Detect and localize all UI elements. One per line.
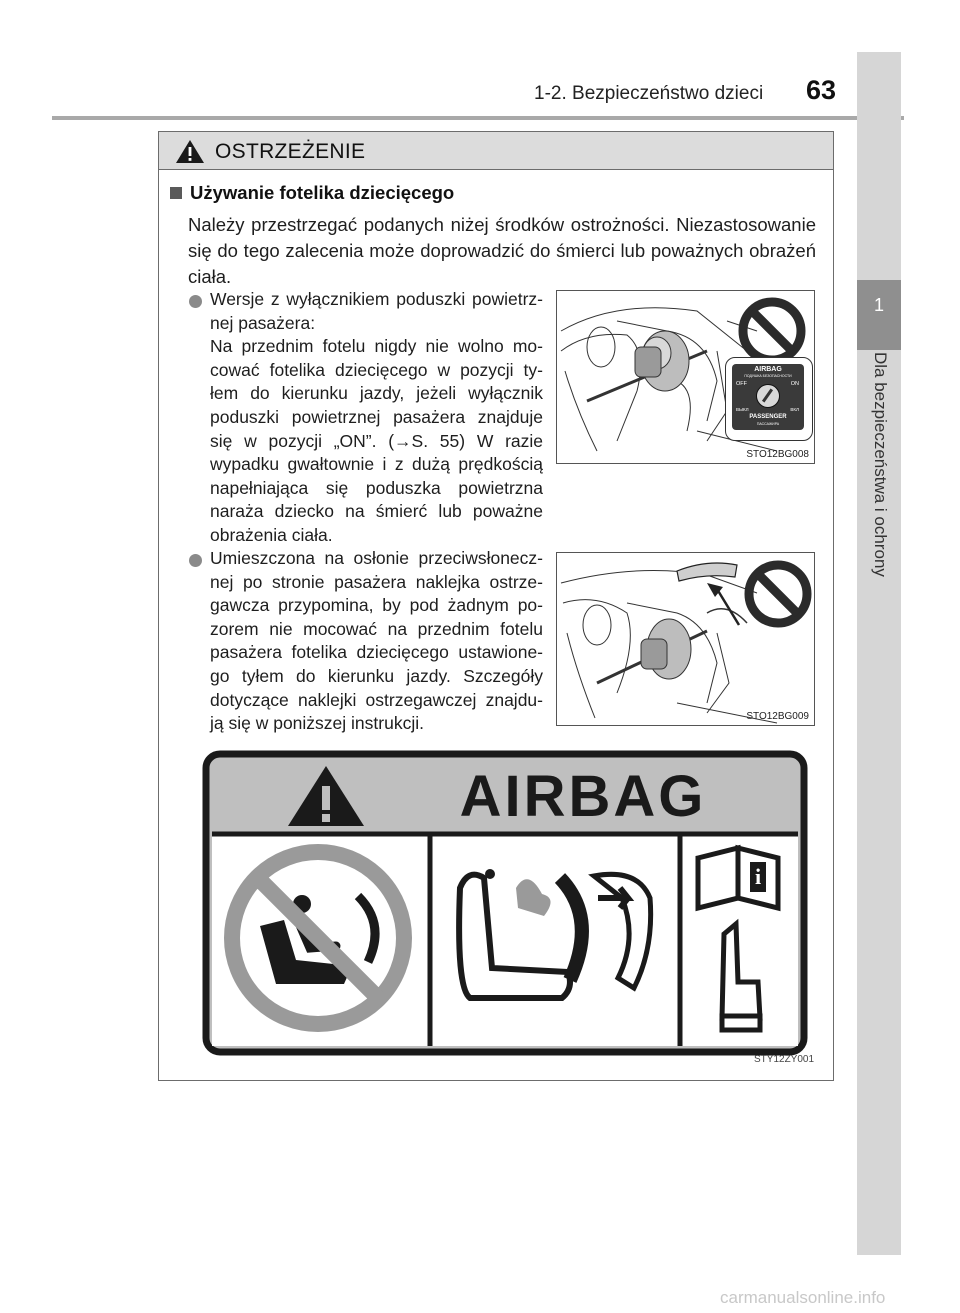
- label-heading: AIRBAG: [459, 764, 707, 829]
- switch-panel-subtitle: ПОДУШКА БЕЗОПАСНОСТИ: [744, 374, 792, 378]
- switch-panel-title: AIRBAG: [754, 366, 782, 373]
- warning-title: OSTRZEŻENIE: [215, 140, 366, 163]
- airbag-switch-panel: [732, 364, 804, 430]
- airbag-warning-label: [198, 748, 810, 1058]
- svg-text:i: i: [754, 864, 762, 889]
- figure-airbag-switch: [556, 290, 815, 464]
- section-square-icon: [170, 187, 182, 199]
- section-heading: [170, 182, 454, 204]
- figure-code: STO12BG009: [746, 711, 809, 722]
- no-rear-facing-seat-icon: [232, 852, 404, 1024]
- figure-code: STY12ZY001: [754, 1054, 815, 1065]
- prohibition-icon: [737, 296, 807, 366]
- switch-on-label-ru: ВКЛ: [790, 407, 799, 412]
- bullet-1-lead: Wersje z wyłącznikiem poduszki powietrz-nej pasażera:: [210, 289, 543, 333]
- warning-triangle-icon: [175, 139, 205, 164]
- chapter-title: Dla bezpieczeństwa i ochrony: [871, 352, 890, 577]
- switch-off-label-ru: ВЫКЛ: [736, 407, 749, 412]
- switch-on-label: ON: [790, 381, 799, 387]
- warning-header: [159, 132, 833, 170]
- bullet-dot: [189, 554, 202, 567]
- header-divider: [52, 116, 904, 120]
- section-title: 1-2. Bezpieczeństwo dzieci: [534, 83, 764, 104]
- switch-off-label: OFF: [736, 381, 747, 387]
- chapter-number-tab[interactable]: 1: [857, 280, 901, 350]
- switch-knob[interactable]: [756, 384, 780, 408]
- chapter-title-vertical: [865, 352, 895, 602]
- bullet-1: [210, 288, 543, 548]
- section-heading-text: Używanie fotelika dziecięcego: [190, 182, 455, 203]
- prohibition-icon: [743, 559, 813, 629]
- bullet-2: Umieszczona na osłonie przeciwsłonecz-nej po stronie pasażera naklejka ostrze-gawcza przypomina, by pod żadnym po-zorem nie mocować na przednim fotelu pasażera fotelika dziecięcego ustawione-go tyłem do kierunku jazdy. Szczegóły dotyczące naklejki ostrzegawczej znajdu-ją się w poniższej instrukcji.: [210, 548, 543, 734]
- switch-passenger-label-ru: ПАССАЖИРА: [756, 422, 780, 426]
- watermark: carmanualsonline.info: [720, 1288, 886, 1307]
- side-tab-bar: [857, 52, 901, 1255]
- figure-sun-visor: [556, 552, 815, 726]
- switch-panel-callout: [725, 357, 813, 441]
- page-number: 63: [806, 75, 837, 105]
- switch-passenger-label: PASSENGER: [749, 414, 787, 420]
- bullet-dot: [189, 295, 202, 308]
- bullet-1-body: Na przednim fotelu nigdy nie wolno mo-cować fotelika dziecięcego w pozycji ty-łem do kierunku jazdy, jeżeli wyłącznik poduszki powietrznej pasażera znajduje się w pozycji „ON”. (→S. 55) W razie wypadku gwałtownie i z dużą prędkością napełniająca się poduszka powietrzna naraża dziecko na śmierć lub poważne obrażenia ciała.: [210, 336, 543, 545]
- intro-paragraph: Należy przestrzegać podanych niżej środków ostrożności. Niezastosowanie się do tego zalecenia może doprowadzić do śmierci lub poważnych obrażeń ciała.: [188, 214, 816, 287]
- figure-code: STO12BG008: [746, 449, 809, 460]
